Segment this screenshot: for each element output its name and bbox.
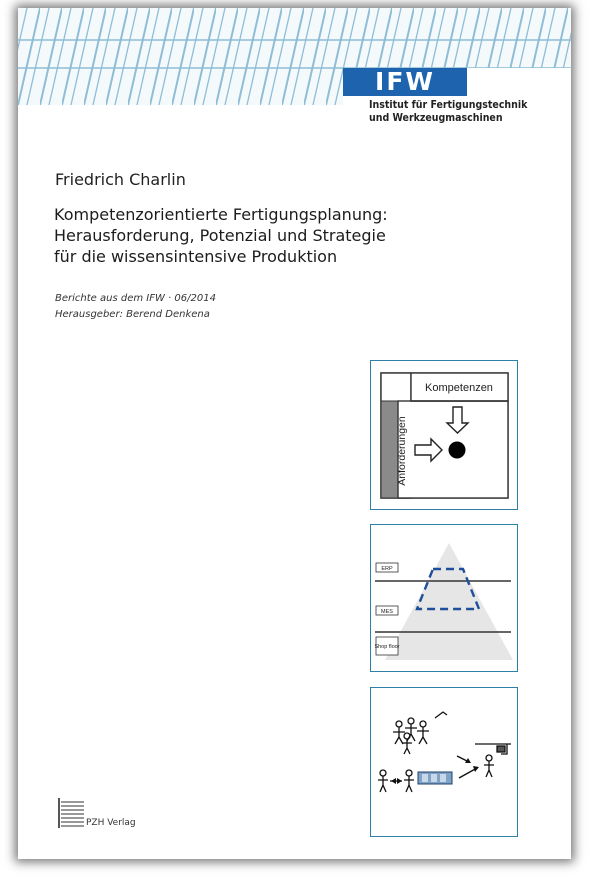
matrix-column-label: Kompetenzen	[425, 382, 493, 394]
pyramid-diagram	[371, 525, 517, 671]
worker-group-icon	[393, 712, 447, 754]
production-sketch	[371, 688, 517, 836]
institute-name	[369, 99, 527, 125]
crane-icon	[475, 744, 511, 777]
pyramid-level-mes: MES	[381, 609, 393, 615]
pyramid-level-shopfloor: Shop floor	[374, 644, 400, 650]
pyramid-level-erp: ERP	[381, 566, 393, 572]
matrix-diagram	[371, 361, 517, 509]
pyramid-figure	[370, 524, 518, 672]
matrix-row-label: Anforderungen	[396, 416, 408, 486]
institute-name-line1: Institut für Fertigungstechnik	[369, 99, 528, 111]
matrix-figure	[370, 360, 518, 510]
title-line-1: Kompetenzorientierte Fertigungsplanung:	[54, 205, 388, 224]
machine-icon	[418, 772, 452, 784]
book-title	[54, 204, 388, 267]
intersection-dot	[449, 442, 466, 459]
publisher-logo	[58, 798, 84, 828]
header-pattern	[18, 8, 571, 105]
book-cover	[18, 8, 571, 859]
editor-line: Herausgeber: Berend Denkena	[55, 309, 210, 320]
institute-name-line2: und Werkzeugmaschinen	[369, 112, 503, 124]
ifw-logo: IFW	[343, 68, 467, 96]
author-name: Friedrich Charlin	[55, 170, 186, 189]
title-line-3: für die wissensintensive Produktion	[54, 247, 338, 266]
title-line-2: Herausforderung, Potenzial und Strategie	[54, 226, 386, 245]
series-line: Berichte aus dem IFW · 06/2014	[55, 293, 216, 304]
publisher-name: PZH Verlag	[86, 818, 136, 828]
production-figure	[370, 687, 518, 837]
series-info	[55, 291, 216, 323]
